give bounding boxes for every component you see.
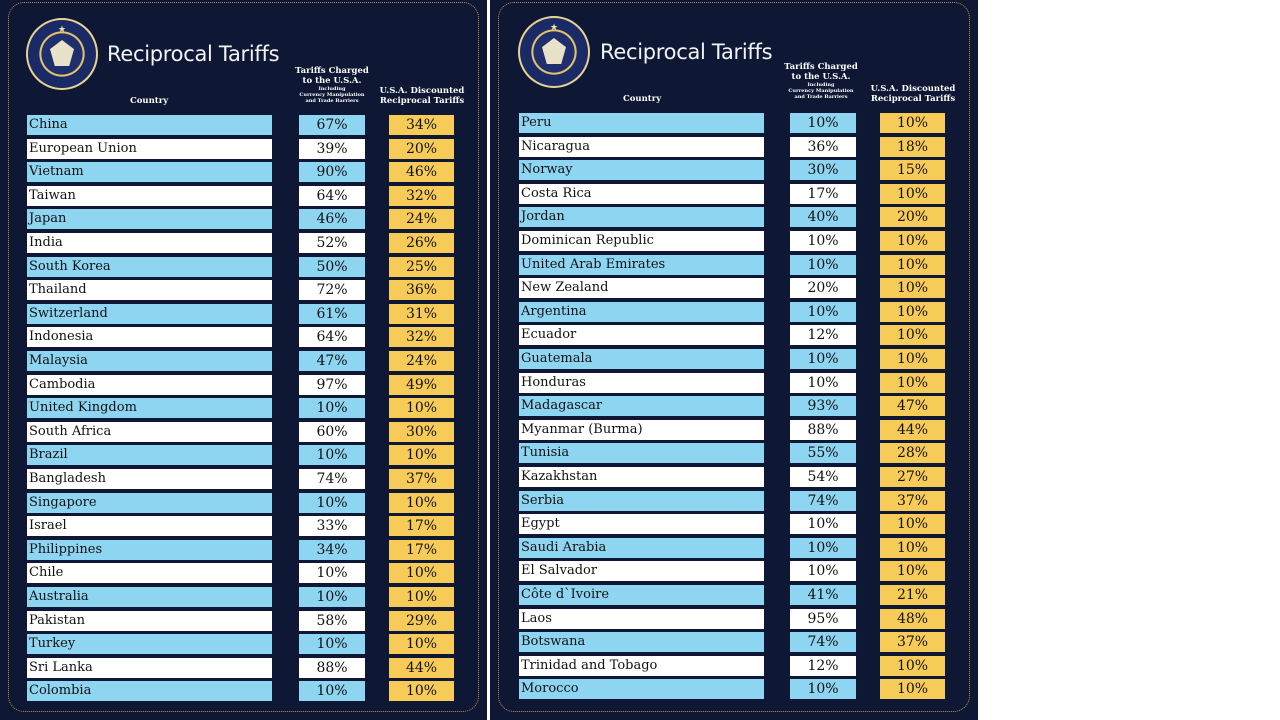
tariff-charged-cell: 60% xyxy=(299,422,365,442)
tariff-charged-cell: 54% xyxy=(790,467,856,487)
tariff-charged-cell: 36% xyxy=(790,137,856,157)
tariff-charged-cell: 10% xyxy=(790,561,856,581)
discounted-tariff-cell: 44% xyxy=(389,658,454,678)
header-charged-sub3: and Trade Barriers xyxy=(794,94,848,100)
discounted-tariff-cell: 46% xyxy=(389,162,454,182)
discounted-tariff-cell: 28% xyxy=(880,443,945,463)
tariff-charged-cell: 47% xyxy=(299,351,365,371)
discounted-tariff-cell: 10% xyxy=(880,302,945,322)
tariff-charged-cell: 41% xyxy=(790,585,856,605)
tariff-charged-cell: 10% xyxy=(299,563,365,583)
country-cell: United Kingdom xyxy=(27,398,272,418)
country-cell: Madagascar xyxy=(519,396,764,416)
tariff-charged-cell: 46% xyxy=(299,209,365,229)
country-cell: Israel xyxy=(27,516,272,536)
country-cell: Indonesia xyxy=(27,327,272,347)
tariff-charged-cell: 10% xyxy=(790,255,856,275)
tariff-charged-cell: 34% xyxy=(299,540,365,560)
discounted-tariff-cell: 32% xyxy=(389,327,454,347)
discounted-tariff-cell: 25% xyxy=(389,257,454,277)
country-cell: Trinidad and Tobago xyxy=(519,656,764,676)
discounted-tariff-cell: 10% xyxy=(880,255,945,275)
panel-title: Reciprocal Tariffs xyxy=(107,42,280,66)
country-cell: Singapore xyxy=(27,493,272,513)
country-cell: Brazil xyxy=(27,445,272,465)
discounted-tariff-cell: 24% xyxy=(389,209,454,229)
tariff-charged-cell: 10% xyxy=(790,349,856,369)
tariff-charged-cell: 10% xyxy=(790,514,856,534)
country-cell: China xyxy=(27,115,272,135)
tariff-charged-cell: 10% xyxy=(790,373,856,393)
header-charged-sub3: and Trade Barriers xyxy=(305,98,359,104)
discounted-tariff-cell: 17% xyxy=(389,516,454,536)
tariff-charged-cell: 10% xyxy=(299,445,365,465)
country-cell: Myanmar (Burma) xyxy=(519,420,764,440)
country-cell: New Zealand xyxy=(519,278,764,298)
tariff-charged-cell: 90% xyxy=(299,162,365,182)
tariff-charged-cell: 88% xyxy=(299,658,365,678)
country-cell: Argentina xyxy=(519,302,764,322)
country-cell: Malaysia xyxy=(27,351,272,371)
discounted-tariff-cell: 10% xyxy=(880,184,945,204)
country-cell: Philippines xyxy=(27,540,272,560)
tariff-charged-cell: 72% xyxy=(299,280,365,300)
discounted-tariff-cell: 24% xyxy=(389,351,454,371)
header-discounted-line1: U.S.A. Discounted xyxy=(379,86,465,96)
discounted-tariff-cell: 34% xyxy=(389,115,454,135)
country-cell: Laos xyxy=(519,609,764,629)
tariff-charged-cell: 10% xyxy=(790,538,856,558)
discounted-tariff-cell: 27% xyxy=(880,467,945,487)
tariff-charged-cell: 10% xyxy=(790,113,856,133)
discounted-tariff-cell: 21% xyxy=(880,585,945,605)
country-cell: India xyxy=(27,233,272,253)
discounted-tariff-cell: 10% xyxy=(389,563,454,583)
country-cell: Cambodia xyxy=(27,375,272,395)
discounted-tariff-cell: 37% xyxy=(880,491,945,511)
tariff-panel-right xyxy=(490,0,978,720)
tariff-charged-cell: 74% xyxy=(299,469,365,489)
tariff-charged-cell: 95% xyxy=(790,609,856,629)
tariff-charged-cell: 10% xyxy=(299,681,365,701)
discounted-tariff-cell: 10% xyxy=(389,445,454,465)
header-charged-sub2: Currency Manipulation xyxy=(788,88,854,94)
tariff-charged-cell: 58% xyxy=(299,611,365,631)
header-discounted-line2: Reciprocal Tariffs xyxy=(870,94,956,104)
country-cell: United Arab Emirates xyxy=(519,255,764,275)
discounted-tariff-cell: 20% xyxy=(389,139,454,159)
panel-title: Reciprocal Tariffs xyxy=(600,40,773,64)
header-discounted xyxy=(868,84,958,104)
country-cell: Chile xyxy=(27,563,272,583)
discounted-tariff-cell: 30% xyxy=(389,422,454,442)
tariff-charged-cell: 12% xyxy=(790,325,856,345)
tariff-charged-cell: 10% xyxy=(299,634,365,654)
header-discounted-line2: Reciprocal Tariffs xyxy=(379,96,465,106)
header-discounted-line1: U.S.A. Discounted xyxy=(870,84,956,94)
tariff-charged-cell: 10% xyxy=(790,231,856,251)
country-cell: Ecuador xyxy=(519,325,764,345)
country-cell: Switzerland xyxy=(27,304,272,324)
discounted-tariff-cell: 10% xyxy=(880,514,945,534)
country-cell: Norway xyxy=(519,160,764,180)
discounted-tariff-cell: 10% xyxy=(389,493,454,513)
tariff-charged-cell: 50% xyxy=(299,257,365,277)
header-charged-sub1: Including xyxy=(318,86,346,92)
country-cell: Côte d`Ivoire xyxy=(519,585,764,605)
country-cell: Colombia xyxy=(27,681,272,701)
discounted-tariff-cell: 10% xyxy=(880,538,945,558)
discounted-tariff-cell: 37% xyxy=(880,632,945,652)
header-discounted xyxy=(377,86,467,106)
discounted-tariff-cell: 10% xyxy=(389,398,454,418)
discounted-tariff-cell: 47% xyxy=(880,396,945,416)
country-cell: Saudi Arabia xyxy=(519,538,764,558)
country-cell: Costa Rica xyxy=(519,184,764,204)
country-cell: Bangladesh xyxy=(27,469,272,489)
tariff-charged-cell: 17% xyxy=(790,184,856,204)
country-cell: European Union xyxy=(27,139,272,159)
country-cell: Vietnam xyxy=(27,162,272,182)
discounted-tariff-cell: 18% xyxy=(880,137,945,157)
country-cell: Japan xyxy=(27,209,272,229)
country-cell: Dominican Republic xyxy=(519,231,764,251)
discounted-tariff-cell: 10% xyxy=(389,587,454,607)
country-cell: Taiwan xyxy=(27,186,272,206)
tariff-charged-cell: 20% xyxy=(790,278,856,298)
discounted-tariff-cell: 10% xyxy=(880,325,945,345)
country-cell: Egypt xyxy=(519,514,764,534)
header-tariffs-charged xyxy=(294,66,370,104)
discounted-tariff-cell: 36% xyxy=(389,280,454,300)
country-cell: Guatemala xyxy=(519,349,764,369)
header-country: Country xyxy=(130,96,169,106)
discounted-tariff-cell: 20% xyxy=(880,207,945,227)
country-cell: Tunisia xyxy=(519,443,764,463)
country-cell: Pakistan xyxy=(27,611,272,631)
header-charged-line1: Tariffs Charged xyxy=(295,66,369,76)
tariff-charged-cell: 88% xyxy=(790,420,856,440)
discounted-tariff-cell: 10% xyxy=(880,113,945,133)
header-charged-line2: to the U.S.A. xyxy=(791,72,851,82)
country-cell: Serbia xyxy=(519,491,764,511)
country-cell: Botswana xyxy=(519,632,764,652)
discounted-tariff-cell: 10% xyxy=(880,349,945,369)
tariff-charged-cell: 40% xyxy=(790,207,856,227)
discounted-tariff-cell: 44% xyxy=(880,420,945,440)
header-charged-line2: to the U.S.A. xyxy=(302,76,362,86)
tariff-charged-cell: 39% xyxy=(299,139,365,159)
tariff-charged-cell: 52% xyxy=(299,233,365,253)
tariff-charged-cell: 74% xyxy=(790,491,856,511)
tariff-charged-cell: 55% xyxy=(790,443,856,463)
country-cell: Thailand xyxy=(27,280,272,300)
discounted-tariff-cell: 10% xyxy=(880,656,945,676)
tariff-charged-cell: 10% xyxy=(790,302,856,322)
discounted-tariff-cell: 10% xyxy=(880,679,945,699)
country-cell: Honduras xyxy=(519,373,764,393)
tariff-charged-cell: 64% xyxy=(299,327,365,347)
header-charged-line1: Tariffs Charged xyxy=(784,62,858,72)
country-cell: Sri Lanka xyxy=(27,658,272,678)
discounted-tariff-cell: 10% xyxy=(880,561,945,581)
country-cell: Morocco xyxy=(519,679,764,699)
discounted-tariff-cell: 49% xyxy=(389,375,454,395)
country-cell: South Africa xyxy=(27,422,272,442)
discounted-tariff-cell: 10% xyxy=(389,681,454,701)
header-country: Country xyxy=(623,94,662,104)
discounted-tariff-cell: 10% xyxy=(880,373,945,393)
presidential-seal-icon: ★ xyxy=(518,16,590,88)
discounted-tariff-cell: 29% xyxy=(389,611,454,631)
country-cell: Australia xyxy=(27,587,272,607)
discounted-tariff-cell: 10% xyxy=(880,231,945,251)
country-cell: Jordan xyxy=(519,207,764,227)
discounted-tariff-cell: 17% xyxy=(389,540,454,560)
discounted-tariff-cell: 15% xyxy=(880,160,945,180)
discounted-tariff-cell: 32% xyxy=(389,186,454,206)
tariff-charged-cell: 10% xyxy=(299,493,365,513)
tariff-charged-cell: 33% xyxy=(299,516,365,536)
country-cell: Kazakhstan xyxy=(519,467,764,487)
tariff-charged-cell: 97% xyxy=(299,375,365,395)
tariff-charged-cell: 12% xyxy=(790,656,856,676)
country-cell: El Salvador xyxy=(519,561,764,581)
header-charged-sub1: Including xyxy=(807,82,835,88)
tariff-charged-cell: 10% xyxy=(790,679,856,699)
header-charged-sub2: Currency Manipulation xyxy=(299,92,365,98)
tariff-panel-left xyxy=(0,0,487,720)
tariff-charged-cell: 93% xyxy=(790,396,856,416)
discounted-tariff-cell: 31% xyxy=(389,304,454,324)
tariff-charged-cell: 74% xyxy=(790,632,856,652)
tariff-charged-cell: 61% xyxy=(299,304,365,324)
discounted-tariff-cell: 10% xyxy=(389,634,454,654)
country-cell: Peru xyxy=(519,113,764,133)
tariff-charged-cell: 67% xyxy=(299,115,365,135)
country-cell: Nicaragua xyxy=(519,137,764,157)
tariff-charged-cell: 64% xyxy=(299,186,365,206)
tariff-charged-cell: 10% xyxy=(299,587,365,607)
country-cell: Turkey xyxy=(27,634,272,654)
tariff-charged-cell: 30% xyxy=(790,160,856,180)
discounted-tariff-cell: 48% xyxy=(880,609,945,629)
header-tariffs-charged xyxy=(783,62,859,100)
discounted-tariff-cell: 10% xyxy=(880,278,945,298)
discounted-tariff-cell: 26% xyxy=(389,233,454,253)
discounted-tariff-cell: 37% xyxy=(389,469,454,489)
country-cell: South Korea xyxy=(27,257,272,277)
tariff-charged-cell: 10% xyxy=(299,398,365,418)
presidential-seal-icon: ★ xyxy=(26,18,98,90)
